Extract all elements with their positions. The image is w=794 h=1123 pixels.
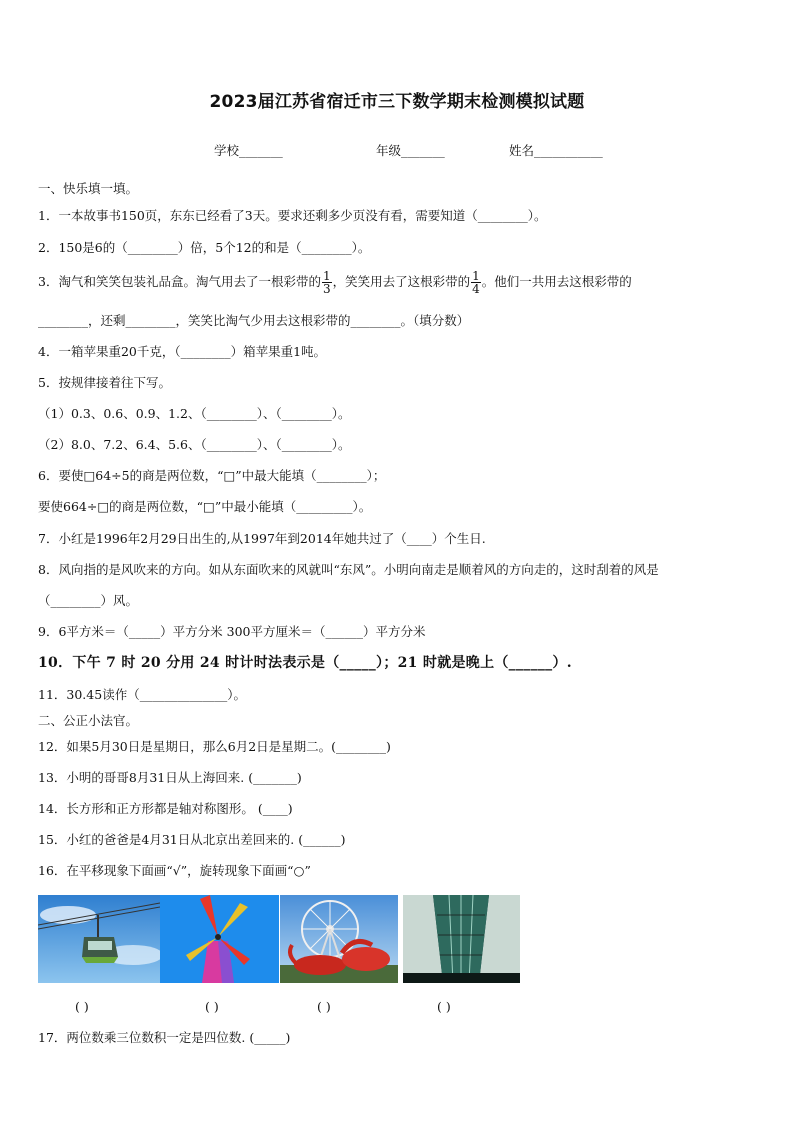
- fraction-numerator: 1: [322, 269, 331, 283]
- page-title: 2023届江苏省宿迁市三下数学期末检测模拟试题: [209, 92, 585, 112]
- answer-paren-3: ( ): [317, 999, 331, 1014]
- question-4: 4．一箱苹果重20千克，（________）箱苹果重1吨。: [38, 344, 327, 359]
- school-field: 学校_______: [214, 143, 283, 158]
- question-6-line-2: 要使664÷□的商是两位数，“□”中最小能填（_________）。: [38, 499, 372, 514]
- question-8-line-1: 8．风向指的是风吹来的方向。如从东面吹来的风就叫“东风”。小明向南走是顺着风的方向走的，这时刮着的风是: [38, 562, 659, 577]
- question-3-line-1: [38, 267, 632, 297]
- answer-paren-1: ( ): [75, 999, 89, 1014]
- question-3-text-c: 。他们一共用去这根彩带的: [481, 274, 632, 289]
- question-2: 2．150是6的（________）倍，5个12的和是（________）。: [38, 240, 371, 255]
- ferris-wheel-illustration: [280, 895, 398, 983]
- cable-car-image: [38, 895, 160, 983]
- fraction-numerator: 1: [472, 269, 480, 283]
- question-14: 14．长方形和正方形都是轴对称图形。 (____): [38, 801, 293, 816]
- question-1: 1．一本故事书150页，东东已经看了3天。要求还剩多少页没有看，需要知道（________）。: [38, 208, 547, 223]
- question-6-line-1: 6．要使□64÷5的商是两位数，“□”中最大能填（________）；: [38, 468, 386, 483]
- question-5-part-1: （1）0.3、0.6、0.9、1.2、（________）、（________）。: [38, 406, 351, 421]
- question-5-part-2: （2）8.0、7.2、6.4、5.6、（________）、（________）。: [38, 437, 351, 452]
- fraction-one-quarter: [471, 270, 481, 295]
- question-3-line-2: ________，还剩________，笑笑比淘气少用去这根彩带的________。（填分数）: [38, 313, 470, 328]
- question-16: 16．在平移现象下面画“√”，旋转现象下面画“○”: [38, 863, 311, 878]
- question-7: 7．小红是1996年2月29日出生的,从1997年到2014年她共过了（____）个生日.: [38, 531, 486, 546]
- cable-car-illustration: [38, 895, 160, 983]
- windmill-illustration: [160, 895, 279, 983]
- fraction-denominator: 4: [472, 282, 480, 296]
- grade-field: 年级_______: [376, 143, 445, 158]
- question-12: 12．如果5月30日是星期日，那么6月2日是星期二。(________): [38, 739, 391, 754]
- fraction-one-third: [322, 270, 332, 295]
- question-3-text-b: ，笑笑用去了这根彩带的: [332, 274, 471, 289]
- question-5: 5．按规律接着往下写。: [38, 375, 171, 390]
- ferris-wheel-image: [280, 895, 398, 983]
- question-10: 10．下午 7 时 20 分用 24 时计时法表示是（_____）；21 时就是晚上（______）.: [38, 655, 572, 671]
- question-15: 15．小红的爸爸是4月31日从北京出差回来的. (______): [38, 832, 346, 847]
- name-field: 姓名___________: [509, 143, 603, 158]
- fraction-denominator: 3: [322, 282, 331, 296]
- question-9: 9．6平方米＝（_____）平方分米 300平方厘米＝（______）平方分米: [38, 624, 426, 639]
- windmill-image: [160, 895, 279, 983]
- section-heading-1: 一、快乐填一填。: [38, 181, 139, 196]
- section-heading-2: 二、公正小法官。: [38, 713, 139, 728]
- answer-paren-4: ( ): [437, 999, 451, 1014]
- question-3-text-a: 3．淘气和笑笑包装礼品盒。淘气用去了一根彩带的: [38, 274, 321, 289]
- question-13: 13．小明的哥哥8月31日从上海回来. (_______): [38, 770, 302, 785]
- question-17: 17．两位数乘三位数积一定是四位数. (_____): [38, 1030, 291, 1045]
- escalator-image: [403, 895, 520, 983]
- question-11: 11．30.45读作（______________）。: [38, 687, 246, 702]
- answer-paren-2: ( ): [205, 999, 219, 1014]
- escalator-illustration: [403, 895, 520, 983]
- question-8-line-2: （________）风。: [38, 593, 139, 608]
